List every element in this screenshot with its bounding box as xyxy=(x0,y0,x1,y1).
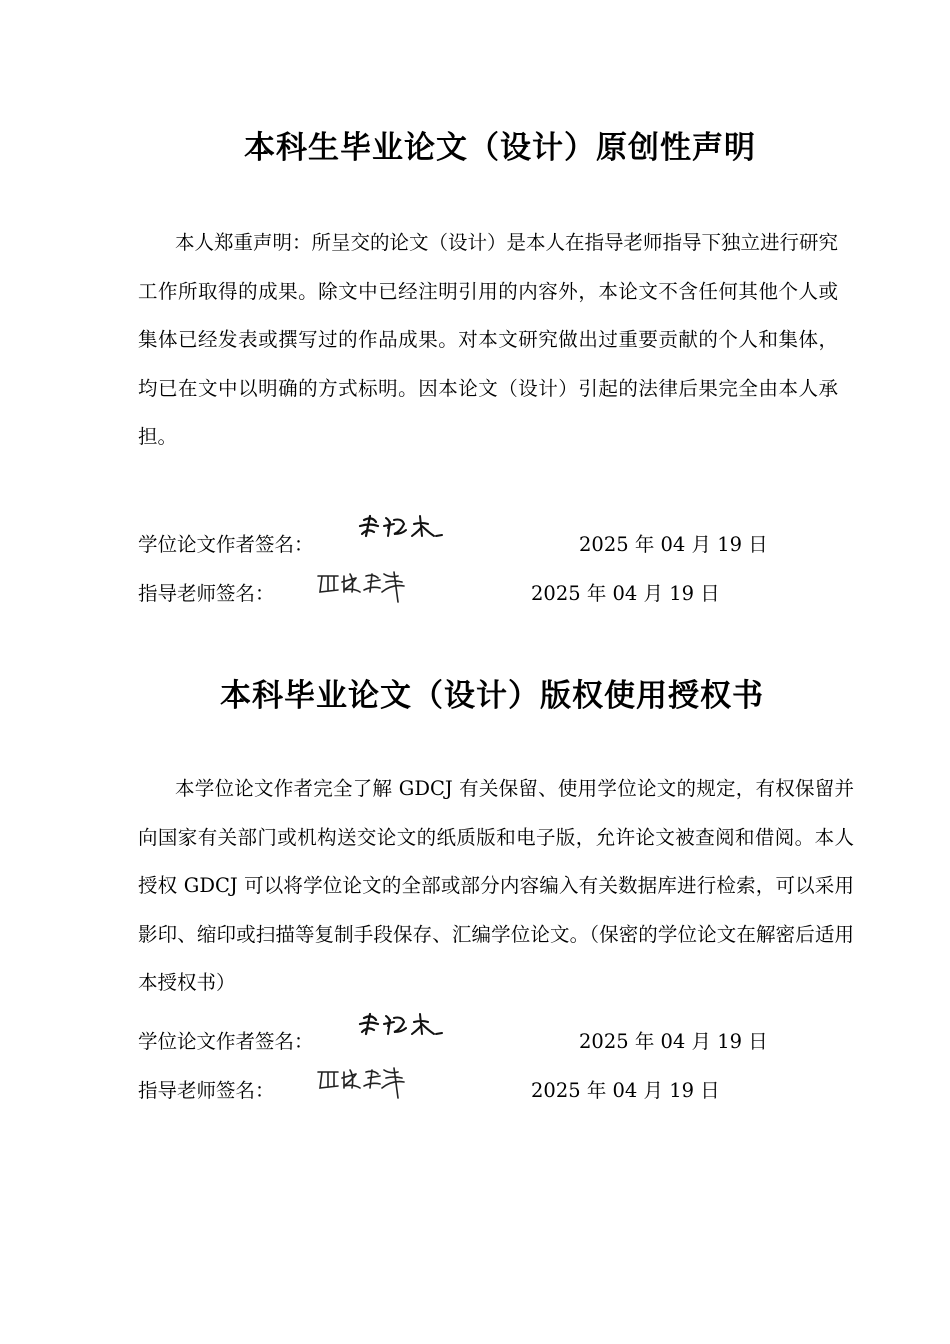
declaration-advisor-label: 指导老师签名： xyxy=(138,582,275,605)
declaration-title: 本科生毕业论文（设计）原创性声明 xyxy=(244,130,756,166)
declaration-author-signature xyxy=(350,512,450,546)
declaration-author-date: 2025 年 04 月 19 日 xyxy=(579,533,768,556)
authorization-body: 本学位论文作者完全了解 GDCJ 有关保留、使用学位论文的规定，有权保留并向国家有关部门或机构送交论文的纸质版和电子版，允许论文被查阅和借阅。本人授权 GDCJ 可以将学位论文的全部或部分内容编入有关数据库进行检索，可以采用影印、缩印或扫描等复制手段保存、汇编学位论文。（保密的学位论文在解密后适用本授权书） xyxy=(138,777,854,994)
authorization-author-label: 学位论文作者签名： xyxy=(138,1030,314,1053)
authorization-advisor-label: 指导老师签名： xyxy=(138,1079,275,1102)
authorization-advisor-date: 2025 年 04 月 19 日 xyxy=(531,1079,720,1102)
declaration-body: 本人郑重声明：所呈交的论文（设计）是本人在指导老师指导下独立进行研究工作所取得的成果。除文中已经注明引用的内容外，本论文不含任何其他个人或集体已经发表或撰写过的作品成果。对本文研究做出过重要贡献的个人和集体，均已在文中以明确的方式标明。因本论文（设计）引起的法律后果完全由本人承担。 xyxy=(138,231,839,448)
authorization-title: 本科毕业论文（设计）版权使用授权书 xyxy=(220,678,764,714)
authorization-author-signature xyxy=(350,1010,450,1044)
declaration-author-label: 学位论文作者签名： xyxy=(138,533,314,556)
authorization-author-date: 2025 年 04 月 19 日 xyxy=(579,1030,768,1053)
authorization-advisor-signature xyxy=(312,1064,412,1100)
declaration-advisor-date: 2025 年 04 月 19 日 xyxy=(531,582,720,605)
declaration-advisor-signature xyxy=(312,568,412,604)
